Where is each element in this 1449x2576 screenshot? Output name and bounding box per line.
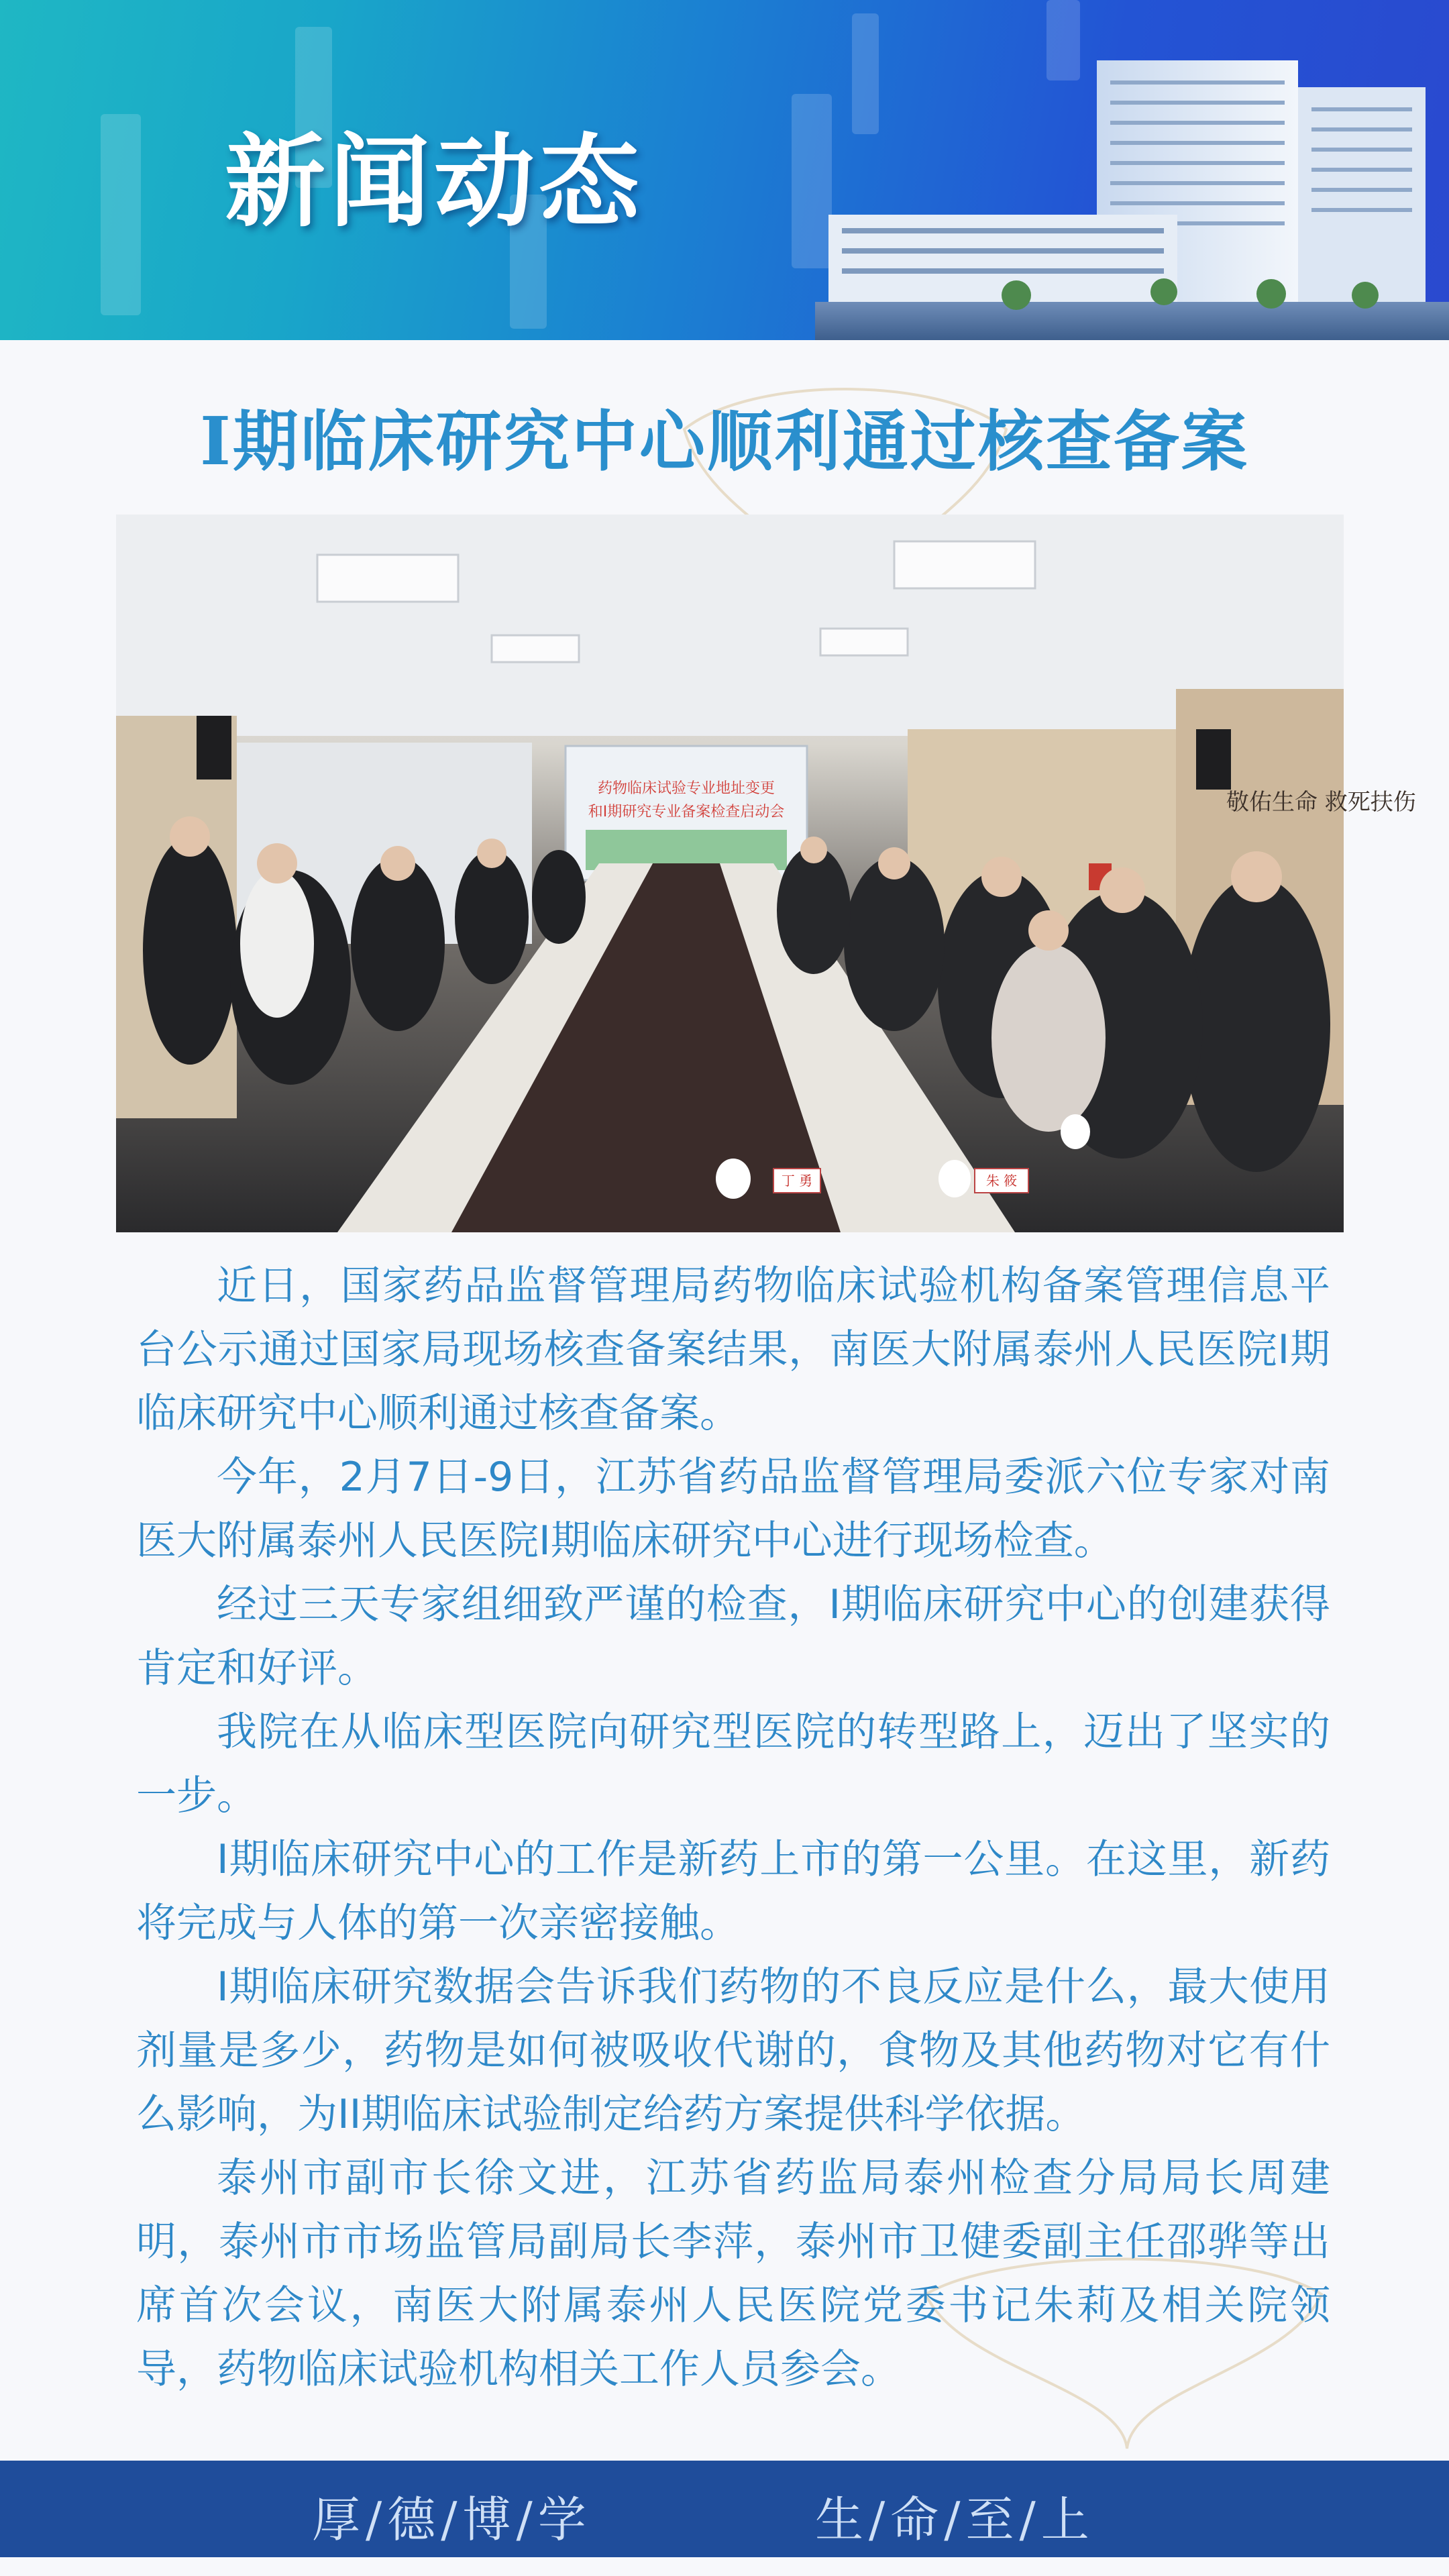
footer-motto-left: 厚/德/博/学 xyxy=(312,2491,592,2548)
banner-decoration xyxy=(101,114,141,315)
wall-slogan: 敬佑生命 救死扶伤 xyxy=(1226,789,1416,816)
article-paragraph: 泰州市副市长徐文进，江苏省药监局泰州检查分局局长周建明，泰州市市场监管局副局长李萍，泰州市卫健委副主任邵骅等出席首次会议，南医大附属泰州人民医院党委书记朱莉及相关院领导，药物临床试验机构相关工作人员参会。 xyxy=(136,2155,1330,2393)
article-paragraph: 近日，国家药品监督管理局药物临床试验机构备案管理信息平台公示通过国家局现场核查备案结果，南医大附属泰州人民医院I期临床研究中心顺利通过核查备案。 xyxy=(136,1263,1330,1437)
footer-bar xyxy=(0,2461,1449,2557)
screen-text-line: 和I期研究专业备案检查启动会 xyxy=(588,804,785,820)
article-paragraph: 我院在从临床型医院向研究型医院的转型路上，迈出了坚实的一步。 xyxy=(136,1709,1330,1819)
article-body xyxy=(136,1254,1330,2402)
article-paragraph: 经过三天专家组细致严谨的检查，I期临床研究中心的创建获得肯定和好评。 xyxy=(136,1581,1330,1692)
footer-motto-right: 生/命/至/上 xyxy=(815,2491,1095,2548)
name-card: 丁 勇 xyxy=(781,1173,813,1189)
hospital-building-illustration xyxy=(815,13,1449,340)
name-card: 朱 筱 xyxy=(985,1173,1018,1189)
meeting-room-photo xyxy=(116,515,1416,1232)
banner-title: 新闻动态 xyxy=(225,123,644,241)
article-paragraph: 今年，2月7日-9日，江苏省药品监督管理局委派六位专家对南医大附属泰州人民医院I期临床研究中心进行现场检查。 xyxy=(136,1454,1330,1564)
screen-text-line: 药物临床试验专业地址变更 xyxy=(597,780,775,797)
header-banner xyxy=(0,0,1449,340)
meeting-photo-illustration xyxy=(116,515,1416,1232)
article-paragraph: I期临床研究中心的工作是新药上市的第一公里。在这里，新药将完成与人体的第一次亲密接触。 xyxy=(136,1836,1330,1947)
article-headline: I期临床研究中心顺利通过核查备案 xyxy=(200,403,1249,480)
article-paragraph: I期临床研究数据会告诉我们药物的不良反应是什么，最大使用剂量是多少，药物是如何被吸收代谢的，食物及其他药物对它有什么影响，为II期临床试验制定给药方案提供科学依据。 xyxy=(136,1964,1330,2138)
